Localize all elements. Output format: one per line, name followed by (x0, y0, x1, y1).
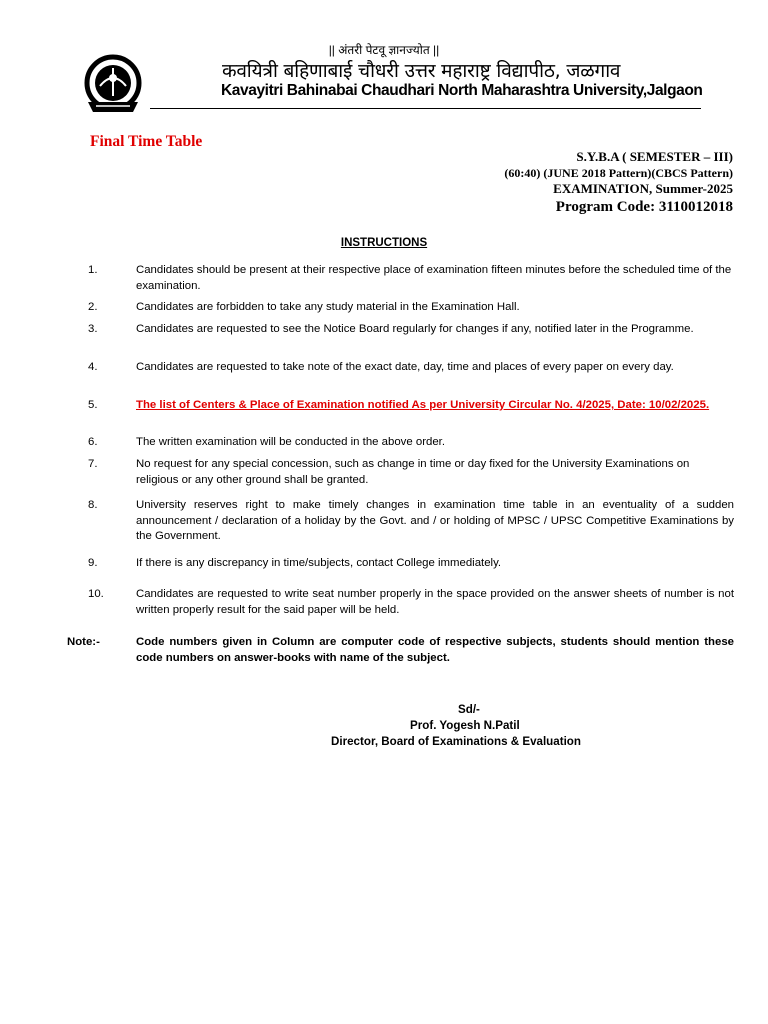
instruction-text: University reserves right to make timely changes in examination time table in an eventuality of a sudden announcement / declaration of a holiday by the Govt. and / or holding of MPSC / UPSC Competitive Examinations by the Government. (136, 499, 734, 542)
instruction-number: 7. (88, 458, 98, 470)
instruction-number: 9. (88, 557, 98, 569)
instruction-text: The written examination will be conducted in the above order. (136, 436, 445, 448)
program-code: Program Code: 3110012018 (555, 199, 733, 215)
header-divider (150, 108, 701, 109)
examination-session: EXAMINATION, Summer-2025 (553, 181, 733, 196)
document-status: Final Time Table (90, 133, 203, 150)
instruction-text: Candidates are requested to write seat number properly in the space provided on the answer sheets of number is not written properly result for the said paper will be held. (136, 588, 734, 616)
signatory-name: Prof. Yogesh N.Patil (410, 719, 520, 732)
university-motto: || अंतरी पेटवू ज्ञानज्योत || (328, 43, 440, 57)
instruction-text: Candidates are requested to see the Notice Board regularly for changes if any, notified later in the Programme. (136, 323, 694, 335)
instruction-text: No request for any special concession, such as change in time or day fixed for the University Examinations on religious or any other ground shall be granted. (136, 458, 690, 486)
instruction-number: 10. (88, 588, 104, 600)
university-name-marathi: कवयित्री बहिणाबाई चौधरी उत्तर महाराष्ट्र विद्यापीठ, जळगाव (222, 60, 621, 82)
signature-sd: Sd/- (458, 703, 480, 716)
instruction-number: 4. (88, 361, 98, 373)
instruction-number: 5. (88, 399, 98, 411)
note-label: Note:- (67, 636, 100, 648)
instruction-text-highlight: The list of Centers & Place of Examination notified As per University Circular No. 4/2025, Date: 10/02/2025. (136, 399, 710, 411)
university-name-english: Kavayitri Bahinabai Chaudhari North Maharashtra University,Jalgaon (221, 82, 703, 99)
university-emblem-icon (78, 50, 148, 120)
pattern-info: (60:40) (JUNE 2018 Pattern)(CBCS Pattern) (504, 166, 733, 180)
instruction-text: Candidates should be present at their respective place of examination fifteen minutes before the scheduled time of the examination. (136, 264, 732, 292)
instruction-number: 6. (88, 436, 98, 448)
exam-details (504, 149, 733, 217)
instruction-number: 1. (88, 264, 98, 276)
instruction-text: Candidates are requested to take note of the exact date, day, time and places of every paper on every day. (136, 361, 674, 373)
signature-block (300, 702, 650, 750)
note-text: Code numbers given in Column are computer code of respective subjects, students should mention these code numbers on answer-books with name of the subject. (136, 636, 734, 664)
instructions-heading: INSTRUCTIONS (340, 237, 428, 249)
course-name: S.Y.B.A ( SEMESTER – III) (576, 149, 733, 164)
instruction-number: 3. (88, 323, 98, 335)
instruction-text: Candidates are forbidden to take any study material in the Examination Hall. (136, 301, 520, 313)
instruction-number: 2. (88, 301, 98, 313)
instruction-text: If there is any discrepancy in time/subjects, contact College immediately. (136, 557, 502, 569)
signatory-designation: Director, Board of Examinations & Evaluation (331, 735, 581, 748)
instruction-number: 8. (88, 499, 98, 511)
